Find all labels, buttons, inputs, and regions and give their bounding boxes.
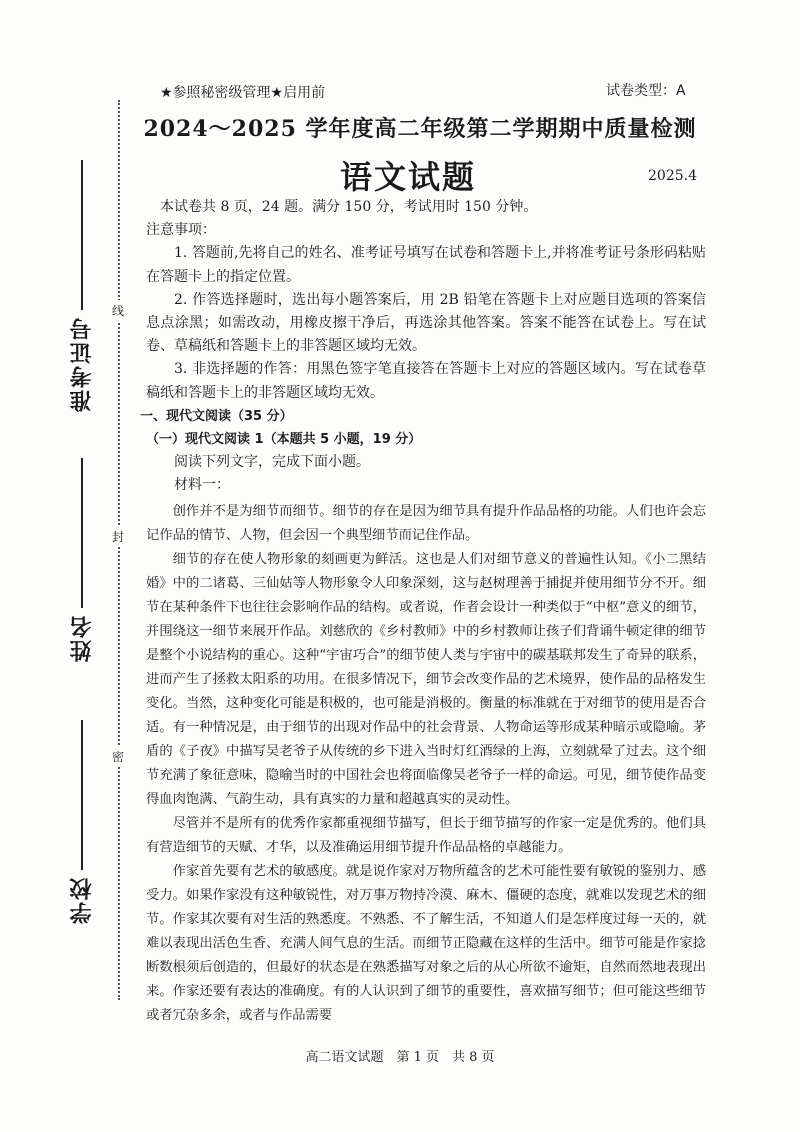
name-label: 姓名 — [69, 614, 95, 662]
instruction-item: 1. 答题前,先将自己的姓名、准考证号填写在试卷和答题卡上,并将准考证号条形码粘贴在答题卡上的指定位置。 — [146, 245, 706, 285]
section-title: 一、现代文阅读（35 分） — [140, 408, 293, 424]
binding-mark-secret: 密 — [110, 746, 126, 767]
reading-prompt: 阅读下列文字，完成下面小题。 — [174, 454, 370, 471]
exam-content — [140, 196, 706, 1028]
school-blank[interactable] — [81, 720, 83, 870]
exam-title: 2024～2025 学年度高二年级第二学期期中质量检测 — [143, 116, 697, 142]
confidential-notice: ★参照秘密级管理★启用前 — [160, 85, 326, 101]
passage-paragraph: 细节的存在使人物形象的刻画更为鲜活。这也是人们对细节意义的普遍性认知。《小二黑结婚》中的二诸葛、三仙姑等人物形象令人印象深刻，这与赵树理善于捕捉并使用细节分不开。细节在某种条件下也往往会影响作品的结构。或者说，作者会设计一种类似于“中枢”意义的细节，并围绕这一细节来展开作品。刘慈欣的《乡村教师》中的乡村教师让孩子们背诵牛顿定律的细节是整个小说结构的重心。这种“宇宙巧合”的细节使人类与宇宙中的碳基联邦发生了奇异的联系，进而产生了拯救太阳系的功用。在很多情况下，细节会改变作品的艺术境界，使作品的品格发生变化。当然，这种变化可能是积极的，也可能是消极的。衡量的标准就在于对细节的使用是否合适。有一种情况是，由于细节的出现对作品中的社会背景、人物命运等形成某种暗示或隐喻。茅盾的《子夜》中描写吴老爷子从传统的乡下进入当时灯红酒绿的上海，立刻就晕了过去。这个细节充满了象征意味，隐喻当时的中国社会也将面临像吴老爷子一样的命运。可见，细节使作品变得血肉饱满、气韵生动，具有真实的力量和超越真实的灵动性。 — [146, 551, 706, 807]
instruction-item: 2. 作答选择题时，选出每小题答案后，用 2B 铅笔在答题卡上对应题目选项的答案信息点涂黑；如需改动，用橡皮擦干净后，再选涂其他答案。答案不能答在试卷上。写在试卷、草稿纸和答题卡上的非答题区域均无效。 — [146, 291, 706, 355]
passage-paragraph: 创作并不是为细节而细节。细节的存在是因为细节具有提升作品品格的功能。人们也许会忘记作品的情节、人物，但会因一个典型细节而记住作品。 — [146, 503, 706, 543]
section-subtitle: （一）现代文阅读 1（本题共 5 小题，19 分） — [146, 432, 422, 448]
binding-dotted-line — [118, 100, 120, 1000]
exam-date: 2025.4 — [648, 168, 697, 184]
reading-passage — [146, 500, 706, 1028]
name-blank[interactable] — [81, 458, 83, 608]
side-field-school — [62, 720, 102, 924]
exam-summary: 本试卷共 8 页，24 题。满分 150 分，考试用时 150 分钟。 — [160, 199, 538, 215]
school-label: 学校 — [69, 876, 95, 924]
passage-paragraph: 尽管并不是所有的优秀作家都重视细节描写，但长于细节描写的作家一定是优秀的。他们具有营造细节的天赋、才华，以及准确运用细节提升作品品格的卓越能力。 — [146, 815, 706, 855]
subject-title: 语文试题 — [340, 158, 477, 196]
page-footer: 高二语文试题 第 1 页 共 8 页 — [305, 1050, 495, 1065]
instruction-item: 3. 非选择题的作答：用黑色签字笔直接答在答题卡上对应的答题区域内。写在试卷草稿纸和答题卡上的非答题区域均无效。 — [146, 361, 706, 401]
material-label: 材料一： — [174, 477, 230, 494]
admission-number-label: 准考证号 — [69, 316, 95, 412]
instructions-heading: 注意事项： — [146, 222, 216, 239]
binding-mark-seal: 封 — [110, 526, 126, 547]
passage-paragraph: 作家首先要有艺术的敏感度。就是说作家对万物所蕴含的艺术可能性要有敏锐的鉴别力、感受力。如果作家没有这种敏锐性，对万事万物持冷漠、麻木、僵硬的态度，就难以发现艺术的细节。作家其次要有对生活的熟悉度。不熟悉、不了解生活，不知道人们是怎样度过每一天的，就难以表现出活色生香、充满人间气息的生活。而细节正隐藏在这样的生活中。细节可能是作家捻断数根须后创造的，但最好的状态是在熟悉描写对象之后的从心所欲不逾矩，自然而然地表现出来。作家还要有表达的准确度。有的人认识到了细节的重要性，喜欢描写细节；但可能这些细节或者冗杂多余，或者与作品需要 — [146, 863, 706, 1023]
side-field-admission-number — [62, 160, 102, 412]
side-field-name — [62, 458, 102, 662]
paper-type: 试卷类型：A — [606, 83, 686, 99]
admission-number-blank[interactable] — [81, 160, 83, 310]
binding-mark-line: 线 — [110, 300, 126, 321]
